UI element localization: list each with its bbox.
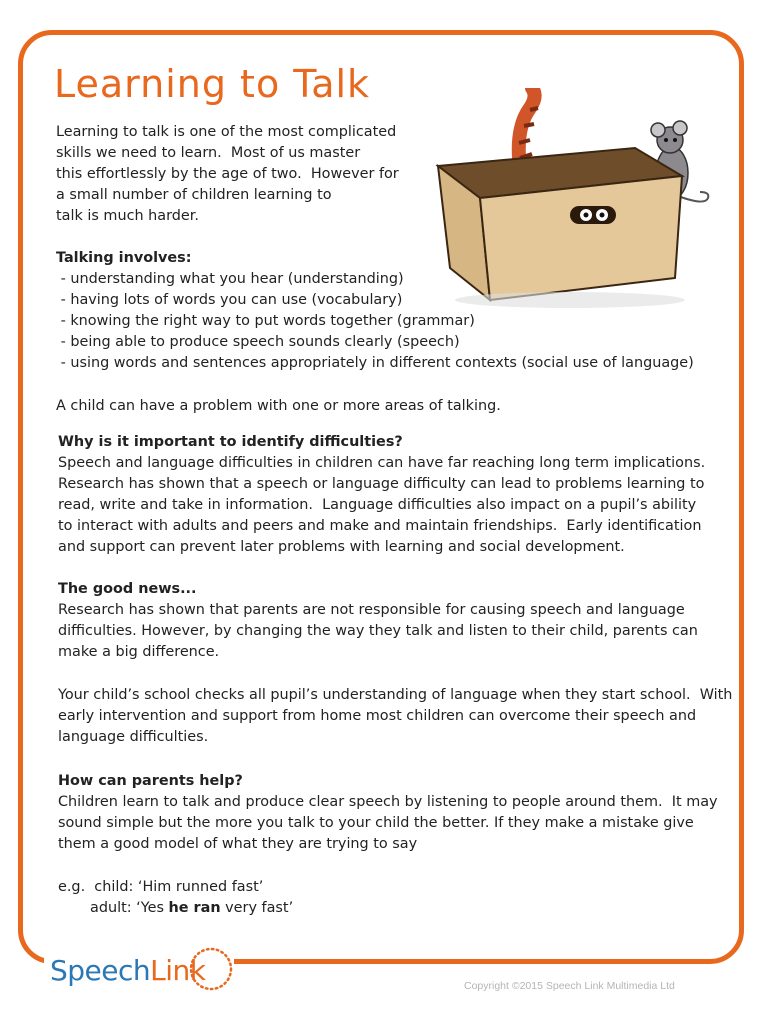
list-item: - having lots of words you can use (vocabulary) xyxy=(56,292,403,308)
page-title: Learning to Talk xyxy=(54,62,371,106)
why-heading: Why is it important to identify difficulties? xyxy=(58,434,403,450)
paragraph-line: make a big difference. xyxy=(58,644,220,660)
intro-line: this effortlessly by the age of two. However for xyxy=(56,166,399,182)
intro-line: Learning to talk is one of the most complicated xyxy=(56,124,397,140)
paragraph-line: them a good model of what they are trying to say xyxy=(58,836,418,852)
intro-line: talk is much harder. xyxy=(56,208,199,224)
copyright-text: Copyright ©2015 Speech Link Multimedia Ltd xyxy=(464,980,675,992)
paragraph-line: difficulties. However, by changing the way they talk and listen to their child, parents can xyxy=(58,623,698,639)
logo-link-text: Link xyxy=(150,953,206,987)
paragraph-line: to interact with adults and peers and make and maintain friendships. Early identification xyxy=(58,518,702,534)
list-item: - knowing the right way to put words together (grammar) xyxy=(56,313,475,329)
paragraph-line: Children learn to talk and produce clear speech by listening to people around them. It may xyxy=(58,794,718,810)
paragraph-line: language difficulties. xyxy=(58,729,209,745)
example-child-line: e.g. child: ‘Him runned fast’ xyxy=(58,879,264,895)
speechlink-logo xyxy=(50,950,205,990)
paragraph-line: Your child’s school checks all pupil’s understanding of language when they start school. With xyxy=(58,687,733,703)
paragraph-line: Research has shown that parents are not responsible for causing speech and language xyxy=(58,602,685,618)
list-item: - being able to produce speech sounds clearly (speech) xyxy=(56,334,460,350)
adult-suffix: very fast’ xyxy=(220,900,294,916)
paragraph-line: sound simple but the more you talk to your child the better. If they make a mistake give xyxy=(58,815,694,831)
problem-line: A child can have a problem with one or more areas of talking. xyxy=(56,398,501,414)
intro-line: a small number of children learning to xyxy=(56,187,332,203)
example-adult-line xyxy=(90,898,293,919)
list-item: - understanding what you hear (understanding) xyxy=(56,271,404,287)
good-news-heading: The good news... xyxy=(58,581,197,597)
parents-heading: How can parents help? xyxy=(58,773,243,789)
talking-heading: Talking involves: xyxy=(56,250,192,266)
paragraph-line: Speech and language difficulties in children can have far reaching long term implications. xyxy=(58,455,706,471)
paragraph-line: read, write and take in information. Language difficulties also impact on a pupil’s ability xyxy=(58,497,697,513)
paragraph-line: early intervention and support from home most children can overcome their speech and xyxy=(58,708,697,724)
logo-speech-text: Speech xyxy=(50,953,151,987)
paragraph-line: Research has shown that a speech or language difficulty can lead to problems learning to xyxy=(58,476,705,492)
adult-prefix: adult: ‘Yes xyxy=(90,900,169,916)
cat-in-box-illustration xyxy=(420,88,720,308)
logo-dots-icon xyxy=(188,946,234,992)
list-item: - using words and sentences appropriately in different contexts (social use of language) xyxy=(56,355,694,371)
adult-bold-words: he ran xyxy=(168,900,221,916)
intro-line: skills we need to learn. Most of us master xyxy=(56,145,361,161)
paragraph-line: and support can prevent later problems with learning and social development. xyxy=(58,539,625,555)
